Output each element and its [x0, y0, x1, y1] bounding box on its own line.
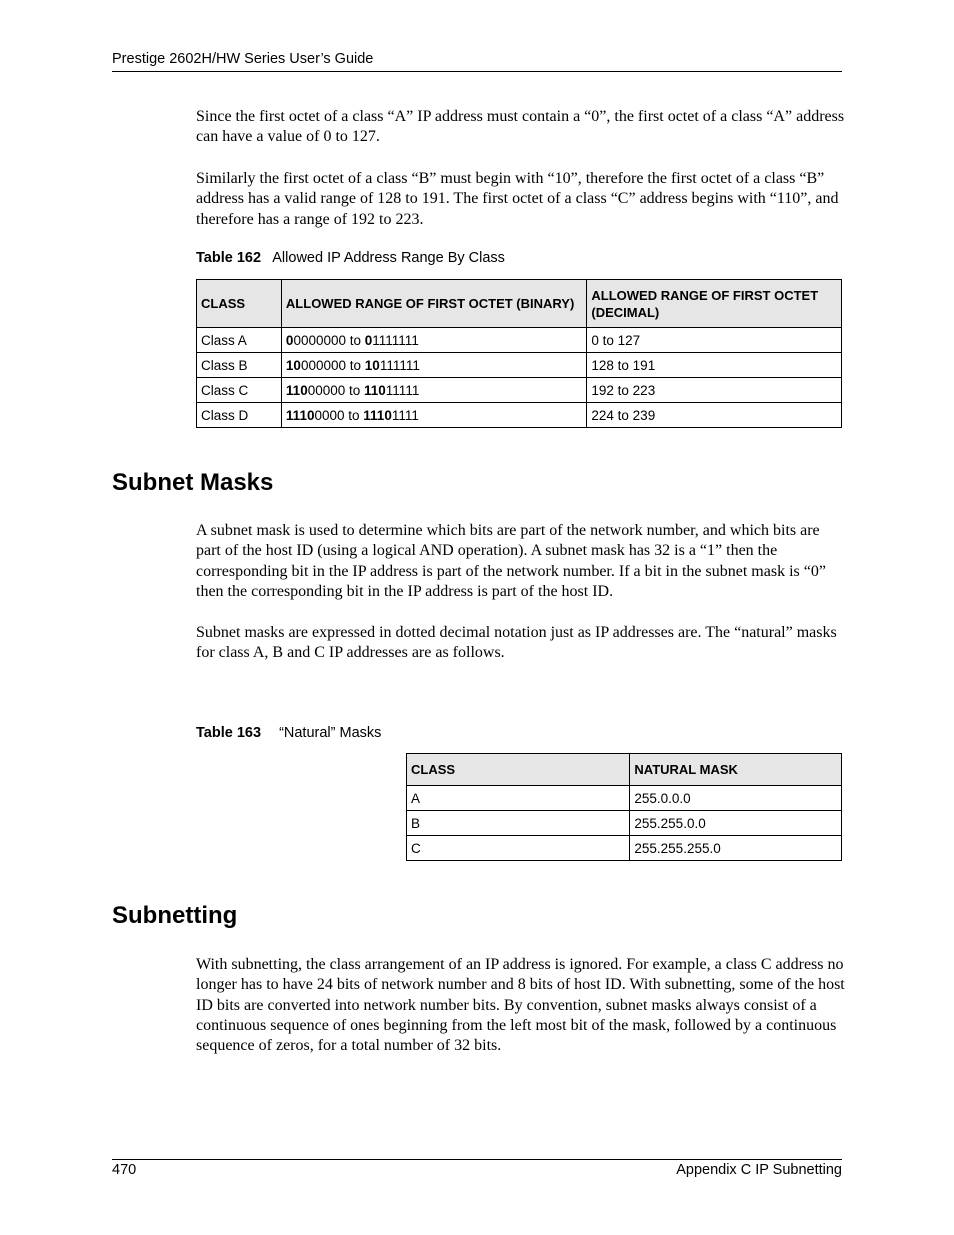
table-163-caption: [196, 725, 381, 741]
host-bits: 111111: [379, 357, 420, 373]
network-bits: 110: [285, 382, 308, 398]
footer-section-title: Appendix C IP Subnetting: [676, 1162, 842, 1178]
subnet-masks-paragraph-2: Subnet masks are expressed in dotted decimal notation just as IP addresses are. The “natural” masks for class A, B and C IP addresses are as follows.: [196, 624, 837, 662]
decimal-range-cell: 224 to 239: [587, 403, 842, 428]
table-163-title: “Natural” Masks: [279, 725, 382, 741]
range-separator: to: [345, 382, 365, 398]
subnetting-paragraph-1: With subnetting, the class arrangement of an IP address is ignored. For example, a class C address no longer has to have 24 bits of network number and 8 bits of host ID. With subnetting, some of the host ID bits are converted into network number bits. By convention, subnet masks always consist of a continuous sequence of ones beginning from the left most bit of the mask, followed by a continuous sequence of zeros, for a total number of 32 bits.: [196, 956, 845, 1055]
column-header-class: CLASS: [407, 754, 630, 786]
allowed-ip-range-table: [196, 279, 842, 428]
header-divider: [112, 71, 842, 72]
column-header-decimal: ALLOWED RANGE OF FIRST OCTET (DECIMAL): [587, 280, 842, 328]
class-cell: C: [407, 836, 630, 861]
table-row: [197, 328, 842, 353]
column-header-natural-mask: NATURAL MASK: [630, 754, 842, 786]
host-bits: 000000: [300, 357, 347, 373]
natural-mask-cell: 255.0.0.0: [630, 786, 842, 811]
subnet-masks-paragraph-1: A subnet mask is used to determine which bits are part of the network number, and which bits are part of the host ID (using a logical AND operation). A subnet mask has 32 is a “1” then the corresponding bit in the IP address is part of the network number. If a bit in the subnet mask is “0” then the corresponding bit in the IP address is part of the host ID.: [196, 522, 826, 600]
column-header-class: CLASS: [197, 280, 282, 328]
table-162-label: Table 162: [196, 250, 262, 266]
natural-mask-cell: 255.255.255.0: [630, 836, 842, 861]
binary-range-cell: [281, 328, 586, 353]
class-cell: Class C: [197, 378, 282, 403]
host-bits: 00000: [307, 382, 346, 398]
class-cell: B: [407, 811, 630, 836]
table-162-caption: [196, 250, 505, 266]
range-separator: to: [346, 332, 365, 348]
subnetting-heading: Subnetting: [112, 902, 238, 929]
network-bits: 0: [364, 332, 373, 348]
table-header-row: [197, 280, 842, 328]
network-bits: 10: [285, 357, 301, 373]
binary-range-cell: [281, 353, 586, 378]
host-bits: 1111111: [372, 332, 419, 348]
page-number: 470: [112, 1162, 137, 1178]
column-header-binary: ALLOWED RANGE OF FIRST OCTET (BINARY): [281, 280, 586, 328]
decimal-range-cell: 0 to 127: [587, 328, 842, 353]
natural-mask-cell: 255.255.0.0: [630, 811, 842, 836]
range-separator: to: [344, 407, 364, 423]
decimal-range-cell: 128 to 191: [587, 353, 842, 378]
table-row: [197, 403, 842, 428]
footer-divider: [112, 1159, 842, 1160]
network-bits: 0: [285, 332, 294, 348]
class-cell: A: [407, 786, 630, 811]
table-163-label: Table 163: [196, 725, 262, 741]
network-bits: 110: [364, 382, 386, 398]
subnet-masks-heading: Subnet Masks: [112, 469, 274, 496]
table-header-row: [407, 754, 842, 786]
intro-paragraph-2: Similarly the first octet of a class “B” must begin with “10”, therefore the first octet of a class “B” address has a valid range of 128 to 191. The first octet of a class “C” address begins with “110”, and therefore has a range of 192 to 223.: [196, 170, 839, 228]
class-cell: Class D: [197, 403, 282, 428]
host-bits: 11111: [385, 382, 420, 398]
table-row: [197, 353, 842, 378]
table-row: [407, 836, 842, 861]
decimal-range-cell: 192 to 223: [587, 378, 842, 403]
class-cell: Class A: [197, 328, 282, 353]
host-bits: 0000000: [293, 332, 346, 348]
range-separator: to: [346, 357, 365, 373]
table-row: [407, 786, 842, 811]
natural-masks-table: [406, 753, 842, 861]
network-bits: 1110: [285, 407, 315, 423]
network-bits: 1110: [363, 407, 392, 423]
intro-paragraph-1: Since the first octet of a class “A” IP address must contain a “0”, the first octet of a class “A” address can have a value of 0 to 127.: [196, 108, 845, 146]
class-cell: Class B: [197, 353, 282, 378]
table-row: [407, 811, 842, 836]
network-bits: 10: [364, 357, 380, 373]
table-row: [197, 378, 842, 403]
binary-range-cell: [281, 403, 586, 428]
table-162-title: Allowed IP Address Range By Class: [272, 250, 505, 266]
host-bits: 0000: [314, 407, 345, 423]
host-bits: 1111: [391, 407, 419, 423]
running-header: Prestige 2602H/HW Series User’s Guide: [112, 51, 374, 67]
binary-range-cell: [281, 378, 586, 403]
